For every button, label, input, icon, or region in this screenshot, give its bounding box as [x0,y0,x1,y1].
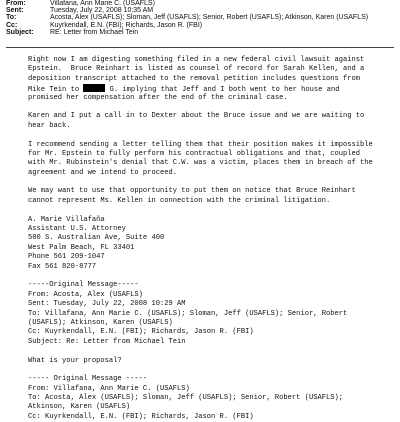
paragraph-gap [28,272,398,281]
header-cc-value: Kuyrkendall, E.N. (FBI); Richards, Jason R. (FBI) [50,21,203,29]
body-line-redacted [28,84,398,93]
paragraph-gap [28,131,398,140]
quoted-from: From: Acosta, Alex (USAFLS) [28,290,143,299]
quoted-cc: Cc: Kuyrkendall, E.N. (FBI); Richards, Jason R. (FBI) [28,328,254,337]
quoted-cc: Cc: Kuyrkendall, E.N. (FBI); Richards, Jason R. (FBI) [28,412,254,421]
header-from-row [6,0,396,7]
quoted-to-cont: Atkinson, Karen (USAFLS) [28,403,131,412]
quoted-sent: Sent: Tuesday, July 22, 2008 10:29 AM [28,300,186,309]
body-line: cannot represent Ms. Kellen in connection with the criminal litigation. [28,196,331,205]
signature-name: A. Marie Villafaña [28,215,105,224]
paragraph-gap [28,178,398,187]
signature-title: Assistant U.S. Attorney [28,225,126,234]
paragraph-gap [28,103,398,112]
body-line: What is your proposal? [28,356,122,365]
header-label: Sent: [6,7,24,15]
body-line: Karen and I put a call in to Dexter about the Bruce issue and we are waiting to [28,112,365,121]
header-sent-row [6,7,396,14]
signature-phone: Phone 561 209-1047 [28,253,105,262]
header-label: From: [6,0,26,7]
paragraph-gap [28,366,398,375]
email-header [6,0,396,36]
signature-city: West Palm Beach, FL 33401 [28,243,135,252]
body-line: We may want to use that opportunity to put them on notice that Bruce Reinhart [28,187,356,196]
quoted-to: To: Acosta, Alex (USAFLS); Sloman, Jeff (USAFLS); Senior, Robert (USAFLS); [28,394,344,403]
header-label: Cc: [6,21,18,29]
header-cc-row [6,22,396,29]
quoted-from: From: Villafana, Ann Marie C. (USAFLS) [28,384,190,393]
body-line: Epstein. Bruce Reinhart is listed as counsel of record for Sarah Kellen, and a [28,65,365,74]
header-divider [6,47,394,48]
body-line: with Mr. Rubinstein's denial that C.W. was a victim, places them in breach of the [28,159,373,168]
quoted-to: To: Villafana, Ann Marie C. (USAFLS); Sloman, Jeff (USAFLS); Senior, Robert [28,309,348,318]
header-to-value: Acosta, Alex (USAFLS); Sloman, Jeff (USAFLS); Senior, Robert (USAFLS); Atkinson, Karen (USAFLS) [50,14,369,22]
paragraph-gap [28,206,398,215]
body-line: deposition transcript attached to the removal petition includes questions from [28,74,361,83]
header-sent-value: Tuesday, July 22, 2008 10:35 AM [50,7,154,15]
header-label: To: [6,14,17,22]
body-text: Mike Tein to [28,86,84,95]
body-line: agreement and we intend to proceed. [28,168,177,177]
quoted-separator: -----Original Message----- [28,281,139,290]
signature-fax: Fax 561 820-8777 [28,262,97,271]
header-from-value: Villafana, Ann Marie C. (USAFLS) [50,0,155,7]
quoted-separator: ----- Original Message ----- [28,375,148,384]
header-subject-value: RE: Letter from Michael Tein [50,28,139,36]
body-line: for Mr. Epstein to fully perform his contractual obligations and that, coupled [28,149,361,158]
body-line: I recommend sending a letter telling them that their position makes it impossible [28,140,373,149]
paragraph-gap [28,347,398,356]
email-body [28,56,398,422]
body-line: hear back. [28,121,71,130]
quoted-to-cont: (USAFLS); Atkinson, Karen (USAFLS) [28,318,173,327]
body-text: G. implying that Jeff and I both went to her house and [105,86,340,95]
header-label: Subject: [6,28,34,36]
header-to-row [6,14,396,21]
body-line: Right now I am digesting something filed in a new federal civil lawsuit against [28,56,365,64]
signature-address: 500 S. Australian Ave, Suite 400 [28,234,165,243]
header-subject-row [6,29,396,36]
quoted-subject: Subject: Re: Letter from Michael Tein [28,337,186,346]
body-line: promised her compensation after the end of the criminal case. [28,93,288,102]
redaction-block [83,84,105,92]
